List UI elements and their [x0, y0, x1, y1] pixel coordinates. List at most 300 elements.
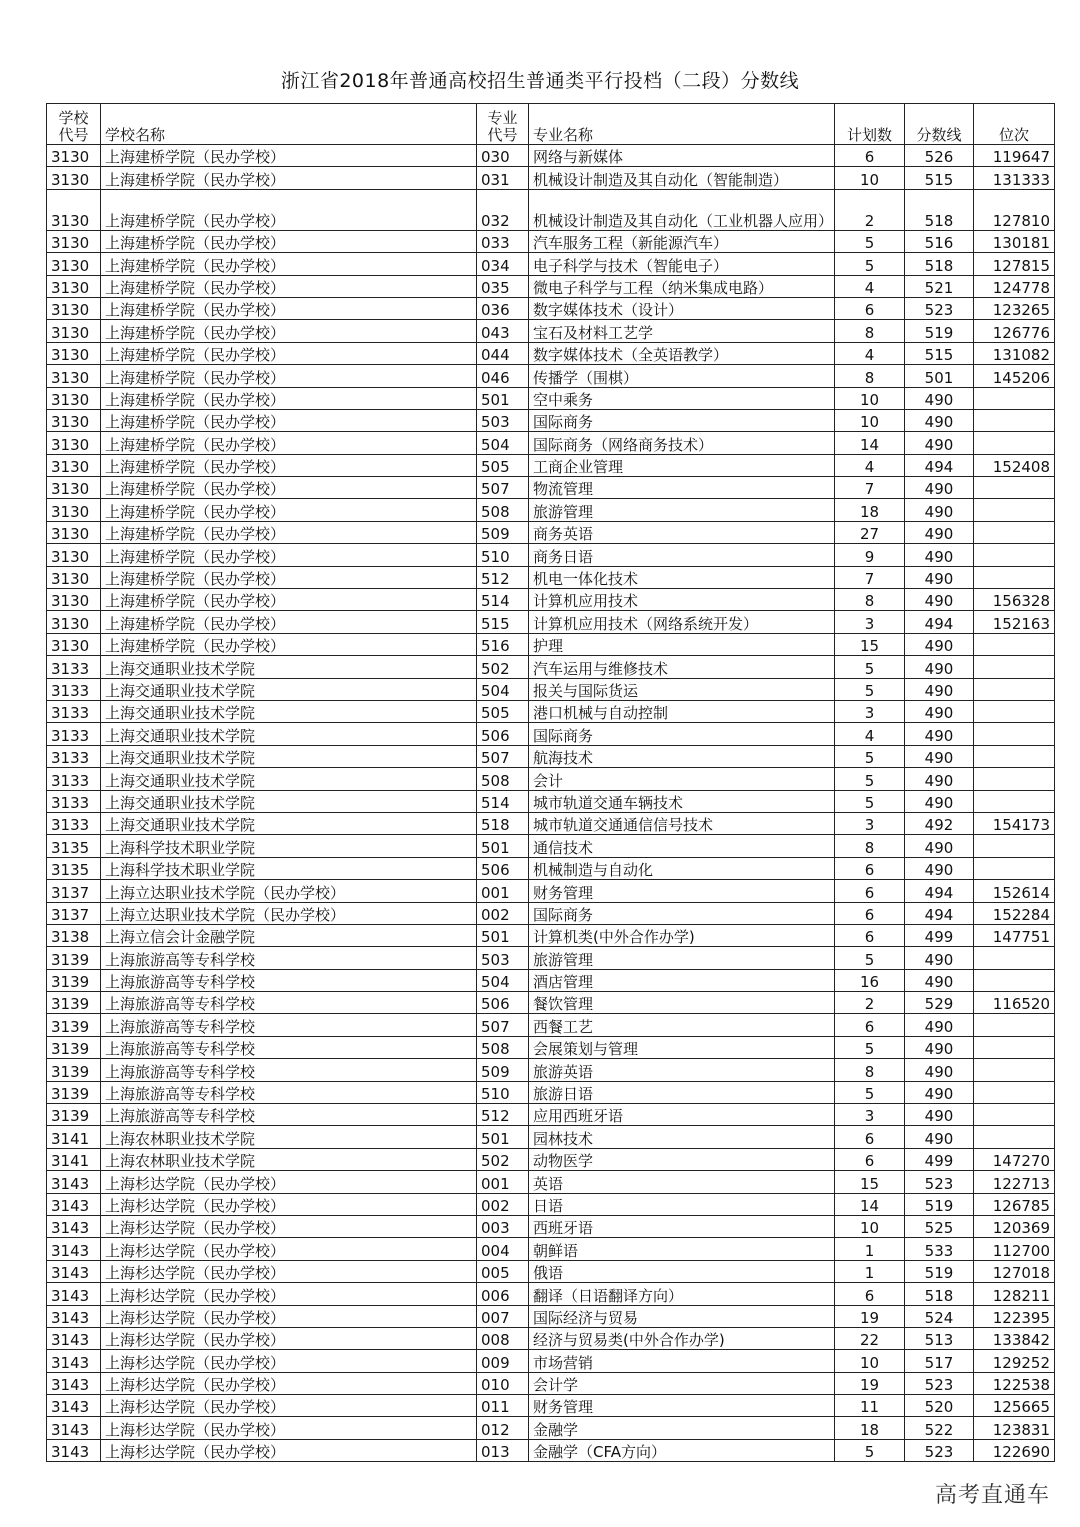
rank-cell: 130181	[974, 230, 1055, 252]
header-school-name: 学校名称	[101, 104, 477, 145]
rank-cell: 112700	[974, 1238, 1055, 1260]
table-row	[47, 1350, 1055, 1372]
rank-cell: 152614	[974, 880, 1055, 902]
major-code-cell: 508	[477, 1036, 529, 1058]
rank-cell	[974, 835, 1055, 857]
table-row	[47, 342, 1055, 364]
table-row	[47, 1372, 1055, 1394]
school-code-cell: 3133	[47, 656, 101, 678]
major-name-cell: 经济与贸易类(中外合作办学)	[529, 1327, 835, 1349]
school-name-cell: 上海建桥学院（民办学校）	[101, 189, 477, 230]
school-code-cell: 3130	[47, 365, 101, 387]
plan-cell: 1	[835, 1238, 905, 1260]
table-row	[47, 521, 1055, 543]
table-row	[47, 1171, 1055, 1193]
school-name-cell: 上海建桥学院（民办学校）	[101, 253, 477, 275]
plan-cell: 4	[835, 342, 905, 364]
school-name-cell: 上海杉达学院（民办学校）	[101, 1283, 477, 1305]
score-cell: 490	[905, 544, 974, 566]
major-name-cell: 西班牙语	[529, 1215, 835, 1237]
rank-cell: 129252	[974, 1350, 1055, 1372]
school-name-cell: 上海建桥学院（民办学校）	[101, 454, 477, 476]
rank-cell: 128211	[974, 1283, 1055, 1305]
major-name-cell: 计算机应用技术（网络系统开发）	[529, 611, 835, 633]
header-major-code: 专业 代号	[477, 104, 529, 145]
school-code-cell: 3143	[47, 1372, 101, 1394]
major-code-cell: 030	[477, 145, 529, 167]
score-cell: 490	[905, 678, 974, 700]
score-cell: 490	[905, 409, 974, 431]
school-code-cell: 3133	[47, 678, 101, 700]
school-name-cell: 上海杉达学院（民办学校）	[101, 1305, 477, 1327]
rank-cell: 127018	[974, 1260, 1055, 1282]
major-name-cell: 会计	[529, 768, 835, 790]
major-code-cell: 006	[477, 1283, 529, 1305]
major-code-cell: 501	[477, 1126, 529, 1148]
table-row	[47, 723, 1055, 745]
school-name-cell: 上海杉达学院（民办学校）	[101, 1417, 477, 1439]
header-school-code: 学校 代号	[47, 104, 101, 145]
school-code-cell: 3139	[47, 947, 101, 969]
school-code-cell: 3137	[47, 880, 101, 902]
score-cell: 515	[905, 167, 974, 189]
score-cell: 519	[905, 1260, 974, 1282]
score-cell: 523	[905, 1372, 974, 1394]
score-cell: 490	[905, 656, 974, 678]
school-name-cell: 上海建桥学院（民办学校）	[101, 275, 477, 297]
table-row	[47, 544, 1055, 566]
school-name-cell: 上海交通职业技术学院	[101, 790, 477, 812]
plan-cell: 8	[835, 835, 905, 857]
plan-cell: 5	[835, 230, 905, 252]
major-name-cell: 日语	[529, 1193, 835, 1215]
major-code-cell: 502	[477, 656, 529, 678]
major-name-cell: 计算机类(中外合作办学)	[529, 924, 835, 946]
table-row	[47, 320, 1055, 342]
rank-cell	[974, 1014, 1055, 1036]
major-code-cell: 010	[477, 1372, 529, 1394]
table-row	[47, 589, 1055, 611]
score-cell: 519	[905, 1193, 974, 1215]
major-code-cell: 044	[477, 342, 529, 364]
major-name-cell: 会计学	[529, 1372, 835, 1394]
major-code-cell: 031	[477, 167, 529, 189]
score-cell: 490	[905, 1014, 974, 1036]
school-name-cell: 上海杉达学院（民办学校）	[101, 1260, 477, 1282]
major-name-cell: 宝石及材料工艺学	[529, 320, 835, 342]
school-name-cell: 上海建桥学院（民办学校）	[101, 611, 477, 633]
school-name-cell: 上海交通职业技术学院	[101, 700, 477, 722]
score-cell: 516	[905, 230, 974, 252]
rank-cell: 131082	[974, 342, 1055, 364]
table-row	[47, 253, 1055, 275]
major-code-cell: 036	[477, 297, 529, 319]
plan-cell: 6	[835, 1126, 905, 1148]
major-code-cell: 501	[477, 835, 529, 857]
rank-cell: 116520	[974, 992, 1055, 1014]
score-cell: 490	[905, 521, 974, 543]
table-row	[47, 1417, 1055, 1439]
school-name-cell: 上海建桥学院（民办学校）	[101, 499, 477, 521]
school-name-cell: 上海农林职业技术学院	[101, 1148, 477, 1170]
table-row	[47, 189, 1055, 230]
major-name-cell: 商务日语	[529, 544, 835, 566]
score-cell: 521	[905, 275, 974, 297]
school-code-cell: 3139	[47, 1081, 101, 1103]
school-code-cell: 3143	[47, 1395, 101, 1417]
school-code-cell: 3141	[47, 1126, 101, 1148]
major-name-cell: 机电一体化技术	[529, 566, 835, 588]
school-name-cell: 上海旅游高等专科学校	[101, 1104, 477, 1126]
score-cell: 490	[905, 1126, 974, 1148]
table-row	[47, 365, 1055, 387]
school-code-cell: 3133	[47, 812, 101, 834]
rank-cell	[974, 790, 1055, 812]
table-row	[47, 1260, 1055, 1282]
score-cell: 490	[905, 387, 974, 409]
major-name-cell: 国际商务	[529, 723, 835, 745]
table-row	[47, 499, 1055, 521]
major-code-cell: 514	[477, 790, 529, 812]
rank-cell: 133842	[974, 1327, 1055, 1349]
major-code-cell: 514	[477, 589, 529, 611]
score-cell: 518	[905, 1283, 974, 1305]
header-major-name: 专业名称	[529, 104, 835, 145]
plan-cell: 5	[835, 1439, 905, 1461]
plan-cell: 3	[835, 611, 905, 633]
school-code-cell: 3130	[47, 145, 101, 167]
table-row	[47, 902, 1055, 924]
score-cell: 523	[905, 1439, 974, 1461]
major-code-cell: 509	[477, 521, 529, 543]
school-code-cell: 3139	[47, 1014, 101, 1036]
table-row	[47, 297, 1055, 319]
school-code-cell: 3130	[47, 477, 101, 499]
major-name-cell: 酒店管理	[529, 969, 835, 991]
school-name-cell: 上海建桥学院（民办学校）	[101, 297, 477, 319]
table-row	[47, 947, 1055, 969]
school-name-cell: 上海杉达学院（民办学校）	[101, 1439, 477, 1461]
school-code-cell: 3139	[47, 1059, 101, 1081]
major-code-cell: 504	[477, 678, 529, 700]
plan-cell: 14	[835, 432, 905, 454]
table-row	[47, 700, 1055, 722]
plan-cell: 5	[835, 656, 905, 678]
school-name-cell: 上海建桥学院（民办学校）	[101, 477, 477, 499]
major-name-cell: 翻译（日语翻译方向）	[529, 1283, 835, 1305]
plan-cell: 10	[835, 1215, 905, 1237]
major-code-cell: 001	[477, 880, 529, 902]
rank-cell	[974, 700, 1055, 722]
plan-cell: 5	[835, 1081, 905, 1103]
major-name-cell: 报关与国际货运	[529, 678, 835, 700]
score-cell: 490	[905, 723, 974, 745]
table-row	[47, 275, 1055, 297]
table-row	[47, 1193, 1055, 1215]
table-row	[47, 1014, 1055, 1036]
rank-cell: 124778	[974, 275, 1055, 297]
rank-cell	[974, 745, 1055, 767]
school-code-cell: 3143	[47, 1215, 101, 1237]
major-code-cell: 508	[477, 768, 529, 790]
rank-cell	[974, 969, 1055, 991]
plan-cell: 6	[835, 880, 905, 902]
major-code-cell: 512	[477, 1104, 529, 1126]
school-code-cell: 3141	[47, 1148, 101, 1170]
school-name-cell: 上海杉达学院（民办学校）	[101, 1171, 477, 1193]
school-name-cell: 上海交通职业技术学院	[101, 723, 477, 745]
rank-cell	[974, 1036, 1055, 1058]
score-cell: 494	[905, 902, 974, 924]
major-code-cell: 002	[477, 1193, 529, 1215]
table-row	[47, 566, 1055, 588]
school-name-cell: 上海科学技术职业学院	[101, 835, 477, 857]
rank-cell: 122395	[974, 1305, 1055, 1327]
major-name-cell: 数字媒体技术（全英语教学）	[529, 342, 835, 364]
major-name-cell: 网络与新媒体	[529, 145, 835, 167]
rank-cell	[974, 723, 1055, 745]
plan-cell: 27	[835, 521, 905, 543]
table-row	[47, 477, 1055, 499]
major-name-cell: 工商企业管理	[529, 454, 835, 476]
rank-cell: 145206	[974, 365, 1055, 387]
major-name-cell: 机械设计制造及其自动化（工业机器人应用）	[529, 189, 835, 230]
school-code-cell: 3130	[47, 611, 101, 633]
school-name-cell: 上海建桥学院（民办学校）	[101, 521, 477, 543]
school-code-cell: 3133	[47, 790, 101, 812]
school-code-cell: 3143	[47, 1193, 101, 1215]
major-name-cell: 西餐工艺	[529, 1014, 835, 1036]
major-name-cell: 旅游日语	[529, 1081, 835, 1103]
rank-cell: 131333	[974, 167, 1055, 189]
major-code-cell: 032	[477, 189, 529, 230]
plan-cell: 14	[835, 1193, 905, 1215]
plan-cell: 9	[835, 544, 905, 566]
plan-cell: 15	[835, 633, 905, 655]
rank-cell: 152163	[974, 611, 1055, 633]
major-name-cell: 城市轨道交通车辆技术	[529, 790, 835, 812]
school-code-cell: 3143	[47, 1305, 101, 1327]
school-name-cell: 上海杉达学院（民办学校）	[101, 1395, 477, 1417]
score-cell: 499	[905, 924, 974, 946]
major-name-cell: 通信技术	[529, 835, 835, 857]
rank-cell: 122538	[974, 1372, 1055, 1394]
score-cell: 494	[905, 454, 974, 476]
header-plan: 计划数	[835, 104, 905, 145]
table-row	[47, 1036, 1055, 1058]
major-code-cell: 505	[477, 700, 529, 722]
table-body	[47, 145, 1055, 1462]
plan-cell: 10	[835, 409, 905, 431]
plan-cell: 11	[835, 1395, 905, 1417]
plan-cell: 6	[835, 1148, 905, 1170]
rank-cell: 122713	[974, 1171, 1055, 1193]
score-cell: 499	[905, 1148, 974, 1170]
major-code-cell: 507	[477, 745, 529, 767]
plan-cell: 10	[835, 1350, 905, 1372]
plan-cell: 18	[835, 499, 905, 521]
school-code-cell: 3138	[47, 924, 101, 946]
score-cell: 490	[905, 1081, 974, 1103]
major-code-cell: 008	[477, 1327, 529, 1349]
plan-cell: 6	[835, 924, 905, 946]
table-row	[47, 969, 1055, 991]
school-code-cell: 3130	[47, 275, 101, 297]
major-name-cell: 国际商务	[529, 409, 835, 431]
plan-cell: 19	[835, 1305, 905, 1327]
rank-cell	[974, 1104, 1055, 1126]
page-title: 浙江省2018年普通高校招生普通类平行投档（二段）分数线	[280, 70, 800, 92]
school-name-cell: 上海建桥学院（民办学校）	[101, 320, 477, 342]
plan-cell: 7	[835, 566, 905, 588]
major-name-cell: 汽车服务工程（新能源汽车）	[529, 230, 835, 252]
table-row	[47, 1148, 1055, 1170]
plan-cell: 2	[835, 189, 905, 230]
major-code-cell: 506	[477, 992, 529, 1014]
major-name-cell: 应用西班牙语	[529, 1104, 835, 1126]
school-code-cell: 3130	[47, 230, 101, 252]
school-code-cell: 3143	[47, 1439, 101, 1461]
score-cell: 501	[905, 365, 974, 387]
school-name-cell: 上海建桥学院（民办学校）	[101, 589, 477, 611]
major-code-cell: 507	[477, 1014, 529, 1036]
major-code-cell: 033	[477, 230, 529, 252]
school-code-cell: 3130	[47, 253, 101, 275]
school-code-cell: 3130	[47, 167, 101, 189]
major-name-cell: 财务管理	[529, 880, 835, 902]
major-code-cell: 046	[477, 365, 529, 387]
score-cell: 526	[905, 145, 974, 167]
table-row	[47, 1439, 1055, 1461]
school-name-cell: 上海建桥学院（民办学校）	[101, 633, 477, 655]
rank-cell	[974, 656, 1055, 678]
score-cell: 522	[905, 1417, 974, 1439]
score-cell: 492	[905, 812, 974, 834]
major-code-cell: 510	[477, 1081, 529, 1103]
school-code-cell: 3130	[47, 320, 101, 342]
major-code-cell: 516	[477, 633, 529, 655]
table-row	[47, 835, 1055, 857]
table-row	[47, 790, 1055, 812]
major-code-cell: 035	[477, 275, 529, 297]
plan-cell: 10	[835, 387, 905, 409]
major-code-cell: 009	[477, 1350, 529, 1372]
plan-cell: 6	[835, 1014, 905, 1036]
score-cell: 515	[905, 342, 974, 364]
major-code-cell: 501	[477, 387, 529, 409]
plan-cell: 5	[835, 768, 905, 790]
table-row	[47, 633, 1055, 655]
school-name-cell: 上海建桥学院（民办学校）	[101, 387, 477, 409]
score-cell: 524	[905, 1305, 974, 1327]
rank-cell	[974, 499, 1055, 521]
major-name-cell: 旅游英语	[529, 1059, 835, 1081]
school-code-cell: 3139	[47, 969, 101, 991]
major-name-cell: 空中乘务	[529, 387, 835, 409]
score-cell: 490	[905, 432, 974, 454]
school-code-cell: 3130	[47, 189, 101, 230]
plan-cell: 18	[835, 1417, 905, 1439]
score-cell: 523	[905, 1171, 974, 1193]
major-name-cell: 电子科学与技术（智能电子）	[529, 253, 835, 275]
plan-cell: 5	[835, 745, 905, 767]
school-code-cell: 3139	[47, 1104, 101, 1126]
school-name-cell: 上海交通职业技术学院	[101, 745, 477, 767]
school-code-cell: 3130	[47, 589, 101, 611]
major-code-cell: 508	[477, 499, 529, 521]
school-code-cell: 3135	[47, 857, 101, 879]
major-code-cell: 012	[477, 1417, 529, 1439]
score-cell: 520	[905, 1395, 974, 1417]
major-code-cell: 504	[477, 432, 529, 454]
major-name-cell: 国际商务	[529, 902, 835, 924]
school-code-cell: 3139	[47, 992, 101, 1014]
school-name-cell: 上海杉达学院（民办学校）	[101, 1327, 477, 1349]
score-cell: 490	[905, 566, 974, 588]
school-code-cell: 3130	[47, 544, 101, 566]
rank-cell	[974, 633, 1055, 655]
major-code-cell: 002	[477, 902, 529, 924]
major-name-cell: 护理	[529, 633, 835, 655]
rank-cell	[974, 768, 1055, 790]
plan-cell: 16	[835, 969, 905, 991]
score-cell: 490	[905, 700, 974, 722]
rank-cell: 123831	[974, 1417, 1055, 1439]
major-code-cell: 502	[477, 1148, 529, 1170]
major-name-cell: 财务管理	[529, 1395, 835, 1417]
table-row	[47, 812, 1055, 834]
school-name-cell: 上海杉达学院（民办学校）	[101, 1372, 477, 1394]
score-cell: 494	[905, 611, 974, 633]
plan-cell: 1	[835, 1260, 905, 1282]
school-name-cell: 上海科学技术职业学院	[101, 857, 477, 879]
score-cell: 523	[905, 297, 974, 319]
score-cell: 519	[905, 320, 974, 342]
major-name-cell: 机械设计制造及其自动化（智能制造）	[529, 167, 835, 189]
school-name-cell: 上海建桥学院（民办学校）	[101, 167, 477, 189]
school-name-cell: 上海交通职业技术学院	[101, 678, 477, 700]
score-cell: 490	[905, 499, 974, 521]
table-header-row	[47, 104, 1055, 145]
school-name-cell: 上海建桥学院（民办学校）	[101, 544, 477, 566]
table-row	[47, 924, 1055, 946]
school-name-cell: 上海旅游高等专科学校	[101, 1081, 477, 1103]
major-code-cell: 503	[477, 947, 529, 969]
school-code-cell: 3130	[47, 454, 101, 476]
rank-cell	[974, 678, 1055, 700]
major-code-cell: 003	[477, 1215, 529, 1237]
table-row	[47, 145, 1055, 167]
score-table	[46, 103, 1055, 1462]
score-cell: 490	[905, 633, 974, 655]
rank-cell	[974, 387, 1055, 409]
table-row	[47, 1327, 1055, 1349]
school-name-cell: 上海立信会计金融学院	[101, 924, 477, 946]
rank-cell: 122690	[974, 1439, 1055, 1461]
school-code-cell: 3139	[47, 1036, 101, 1058]
school-name-cell: 上海立达职业技术学院（民办学校）	[101, 902, 477, 924]
major-name-cell: 国际商务（网络商务技术）	[529, 432, 835, 454]
major-name-cell: 计算机应用技术	[529, 589, 835, 611]
rank-cell: 152408	[974, 454, 1055, 476]
major-name-cell: 金融学（CFA方向）	[529, 1439, 835, 1461]
major-name-cell: 市场营销	[529, 1350, 835, 1372]
plan-cell: 5	[835, 947, 905, 969]
table-row	[47, 167, 1055, 189]
school-name-cell: 上海建桥学院（民办学校）	[101, 230, 477, 252]
school-name-cell: 上海交通职业技术学院	[101, 656, 477, 678]
school-code-cell: 3130	[47, 521, 101, 543]
